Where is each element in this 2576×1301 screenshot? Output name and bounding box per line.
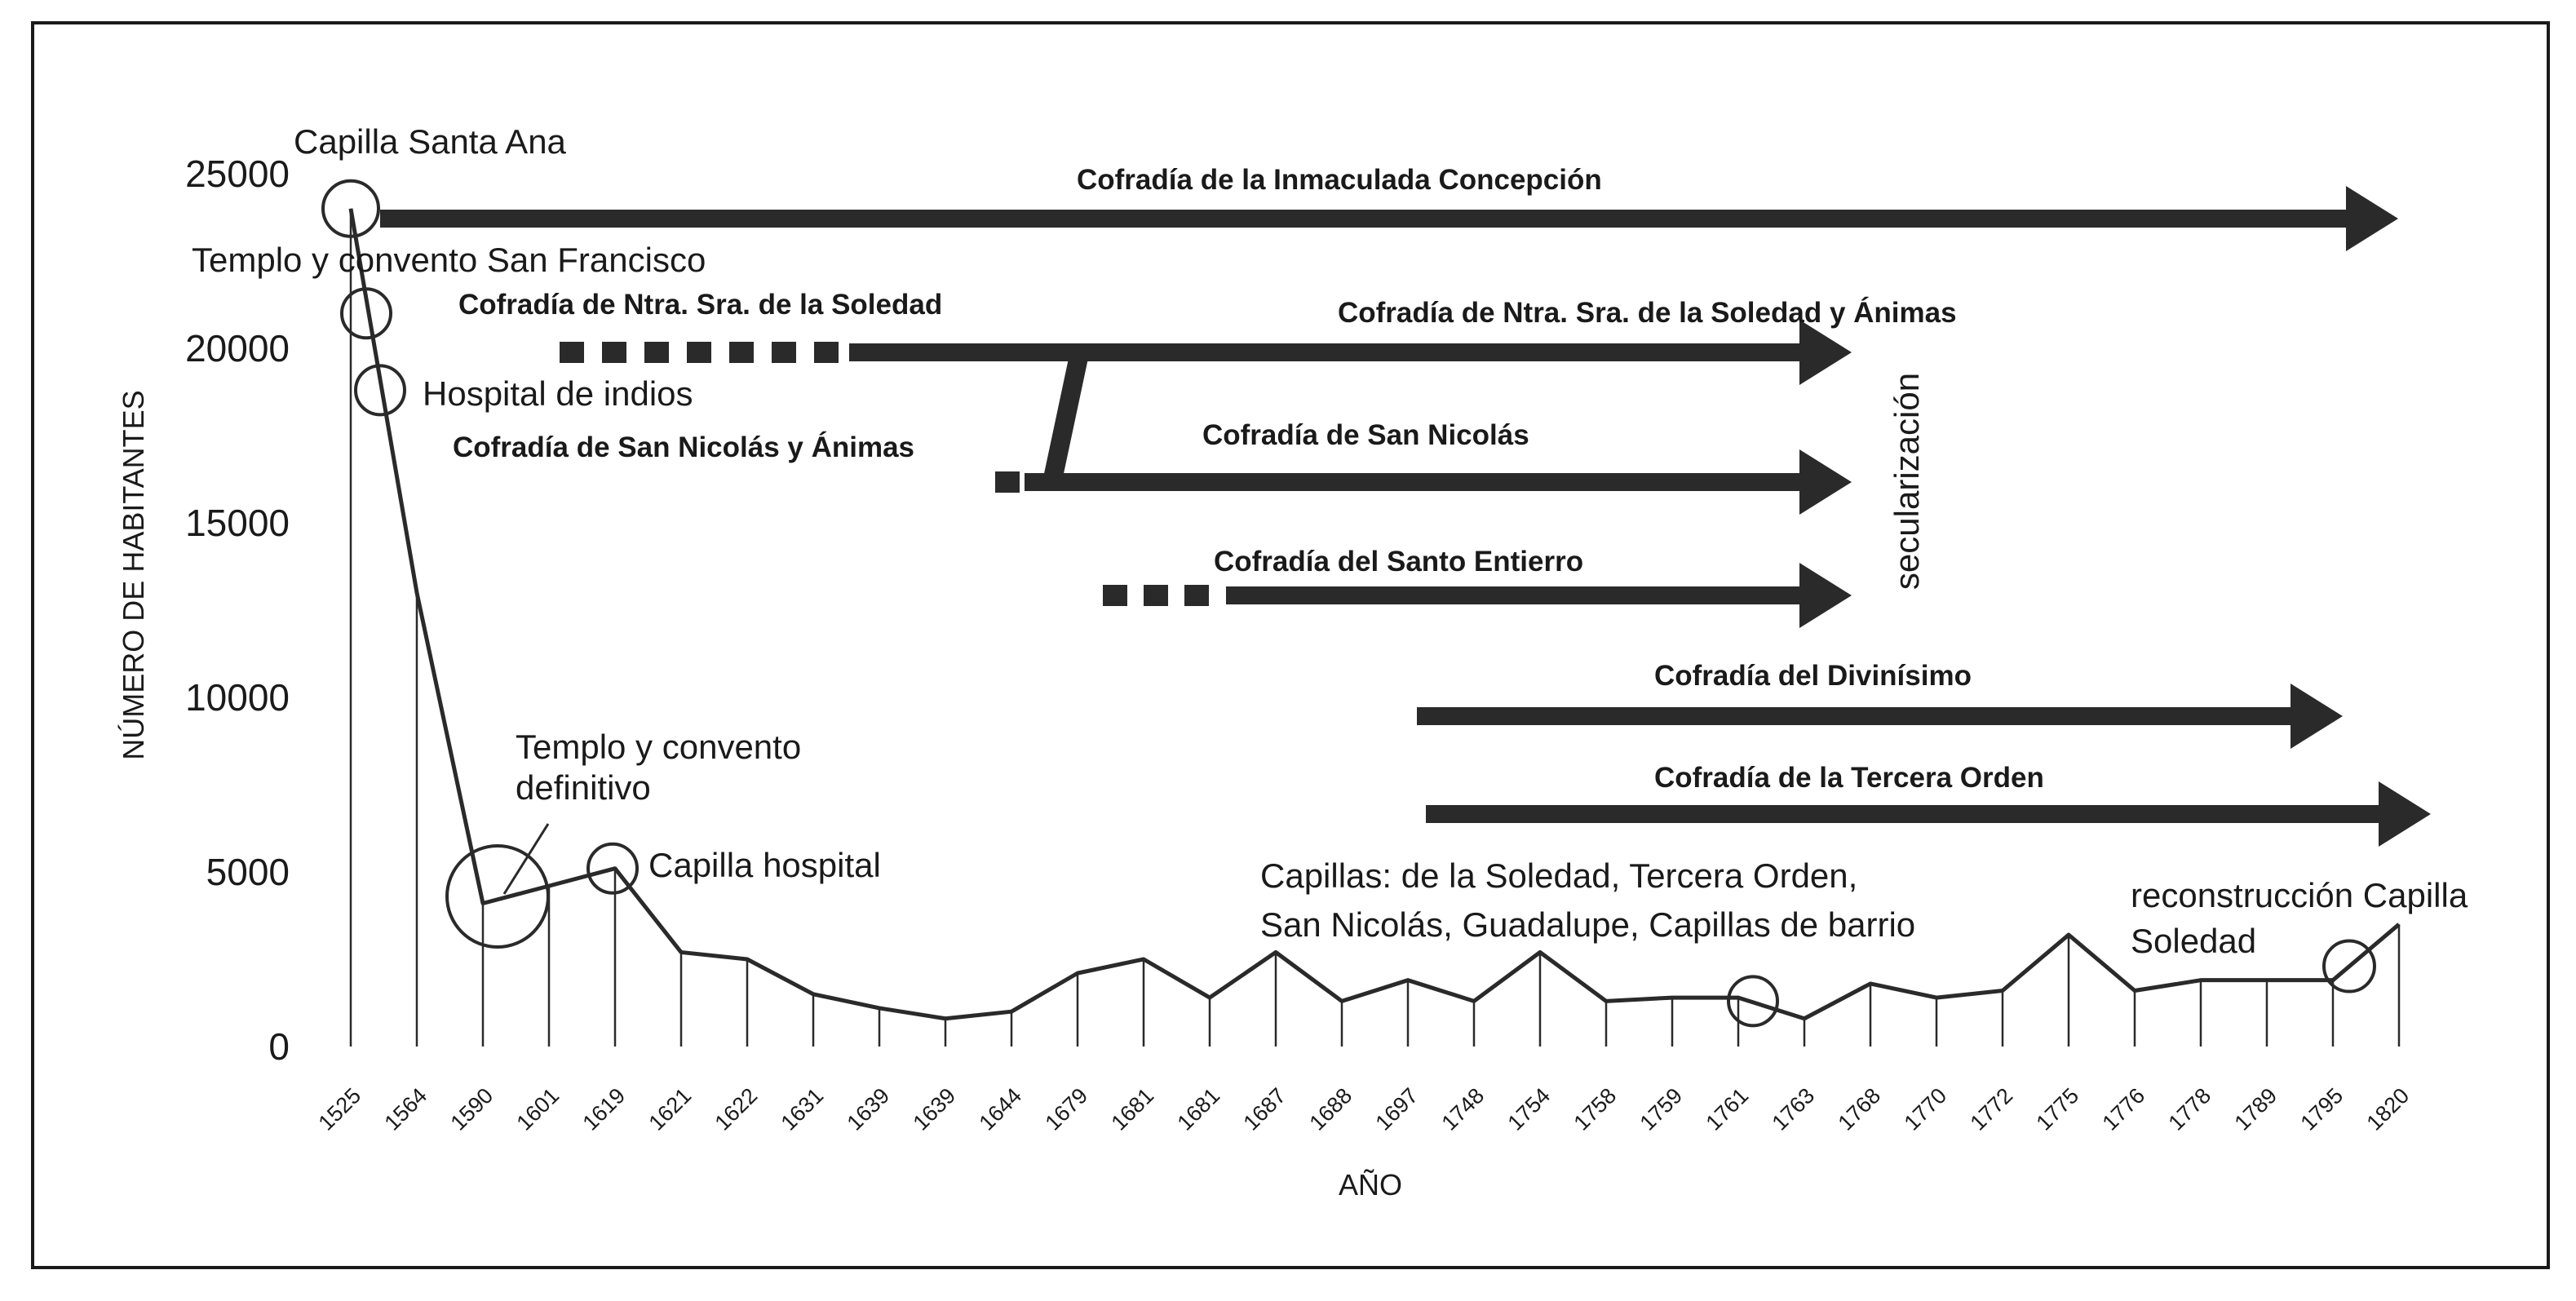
annotation-reconstruccion-line2: Soledad	[2131, 922, 2257, 960]
tercera-orden-arrow-head	[2379, 781, 2431, 847]
y-tick-label: 25000	[185, 153, 290, 195]
x-tick-label: 1770	[1899, 1083, 1952, 1135]
santo-entierro-arrow-dash	[1144, 585, 1168, 606]
x-tick-label: 1622	[710, 1083, 763, 1135]
inmaculada-arrow-shaft	[380, 210, 2352, 228]
soledad-arrow-dash	[729, 342, 754, 363]
x-tick-label: 1639	[842, 1083, 895, 1135]
event-ring-marker	[447, 846, 548, 947]
santo-entierro-arrow-dash	[1103, 585, 1127, 606]
annotation-templo-definitivo-line2: definitivo	[516, 768, 651, 807]
tercera-orden-arrow-shaft	[1426, 805, 2385, 823]
santo-entierro-arrow-head	[1799, 563, 1852, 628]
annotation-templo-definitivo	[516, 728, 811, 807]
x-axis-ticks	[314, 1083, 2414, 1135]
soledad-san-nicolas-merge	[1042, 351, 1090, 481]
divinisimo-arrow-shaft	[1417, 707, 2297, 725]
annotation-capilla-santa-ana: Capilla Santa Ana	[294, 122, 566, 161]
x-tick-label: 1820	[2361, 1083, 2414, 1135]
x-tick-label: 1748	[1436, 1083, 1489, 1135]
templo-definitivo-pointer	[504, 824, 548, 894]
x-tick-label: 1795	[2295, 1083, 2348, 1135]
annotation-capillas-line1: Capillas: de la Soledad, Tercera Orden,	[1260, 856, 1858, 895]
divinisimo-arrow-head	[2291, 684, 2343, 749]
annotation-reconstruccion	[2131, 876, 2477, 960]
label-cofradia-san-nicolas: Cofradía de San Nicolás	[1202, 419, 1529, 451]
x-tick-label: 1754	[1503, 1083, 1556, 1135]
x-tick-label: 1644	[974, 1083, 1027, 1135]
soledad-animas-arrow-head	[1799, 320, 1852, 385]
x-tick-label: 1761	[1701, 1083, 1754, 1135]
annotation-capilla-hospital: Capilla hospital	[648, 846, 881, 884]
label-cofradia-soledad: Cofradía de Ntra. Sra. de la Soledad	[458, 289, 943, 321]
y-tick-label: 10000	[185, 676, 290, 719]
soledad-arrow-dash	[814, 342, 839, 363]
x-tick-label: 1619	[578, 1083, 631, 1135]
x-tick-label: 1679	[1040, 1083, 1093, 1135]
x-tick-label: 1525	[313, 1083, 366, 1135]
san-nicolas-animas-arrow-dash	[995, 471, 1020, 493]
label-cofradia-tercera-orden: Cofradía de la Tercera Orden	[1654, 762, 2044, 794]
x-axis-title: AÑO	[1338, 1168, 1403, 1201]
san-nicolas-arrow-head	[1799, 449, 1852, 515]
x-tick-label: 1631	[776, 1083, 829, 1135]
x-tick-label: 1564	[379, 1083, 432, 1135]
label-cofradia-san-nicolas-animas: Cofradía de San Nicolás y Ánimas	[453, 431, 915, 463]
y-tick-label: 20000	[185, 327, 290, 370]
annotation-capillas-line2: San Nicolás, Guadalupe, Capillas de barrio	[1260, 905, 1916, 944]
x-tick-label: 1775	[2031, 1083, 2084, 1135]
y-axis-title: NÚMERO DE HABITANTES	[117, 390, 150, 760]
annotation-hospital-indios: Hospital de indios	[423, 374, 693, 413]
y-tick-label: 0	[268, 1025, 290, 1068]
annotation-templo-san-francisco: Templo y convento San Francisco	[192, 241, 706, 279]
y-axis-ticks	[185, 153, 290, 1068]
san-nicolas-arrow-shaft	[1025, 473, 1806, 491]
x-tick-label: 1789	[2229, 1083, 2282, 1135]
soledad-arrow-dash	[560, 342, 584, 363]
x-tick-label: 1639	[908, 1083, 961, 1135]
x-tick-label: 1697	[1370, 1083, 1423, 1135]
annotation-templo-definitivo-line1: Templo y convento	[516, 728, 802, 766]
population-line	[351, 209, 2399, 1019]
label-cofradia-soledad-animas: Cofradía de Ntra. Sra. de la Soledad y Ánimas	[1338, 297, 1957, 329]
soledad-arrow-dash	[772, 342, 796, 363]
chart-frame	[33, 23, 2548, 1268]
y-tick-label: 5000	[206, 851, 290, 893]
x-tick-label: 1590	[445, 1083, 498, 1135]
label-cofradia-divinisimo: Cofradía del Divinísimo	[1654, 660, 1972, 692]
label-cofradia-santo-entierro: Cofradía del Santo Entierro	[1214, 546, 1584, 577]
x-tick-label: 1681	[1106, 1083, 1159, 1135]
x-tick-label: 1621	[644, 1083, 697, 1135]
x-tick-label: 1772	[1965, 1083, 2018, 1135]
x-tick-label: 1776	[2097, 1083, 2150, 1135]
soledad-animas-arrow-shaft	[849, 343, 1806, 361]
santo-entierro-arrow-shaft	[1226, 586, 1806, 604]
annotation-capillas	[1260, 856, 1915, 944]
x-tick-label: 1687	[1238, 1083, 1291, 1135]
x-tick-label: 1681	[1172, 1083, 1225, 1135]
label-cofradia-inmaculada: Cofradía de la Inmaculada Concepción	[1077, 164, 1602, 196]
label-secularizacion: secularización	[1888, 372, 1926, 591]
x-tick-label: 1759	[1635, 1083, 1688, 1135]
x-tick-label: 1768	[1833, 1083, 1886, 1135]
soledad-arrow-dash	[602, 342, 626, 363]
y-tick-label: 15000	[185, 502, 290, 544]
x-tick-label: 1778	[2163, 1083, 2216, 1135]
inmaculada-arrow-head	[2346, 186, 2398, 251]
soledad-arrow-dash	[687, 342, 711, 363]
x-tick-label: 1763	[1767, 1083, 1820, 1135]
x-tick-label: 1601	[511, 1083, 564, 1135]
x-tick-label: 1688	[1304, 1083, 1357, 1135]
santo-entierro-arrow-dash	[1184, 585, 1209, 606]
annotation-reconstruccion-line1: reconstrucción Capilla	[2131, 876, 2468, 914]
soledad-arrow-dash	[644, 342, 669, 363]
x-tick-label: 1758	[1569, 1083, 1622, 1135]
